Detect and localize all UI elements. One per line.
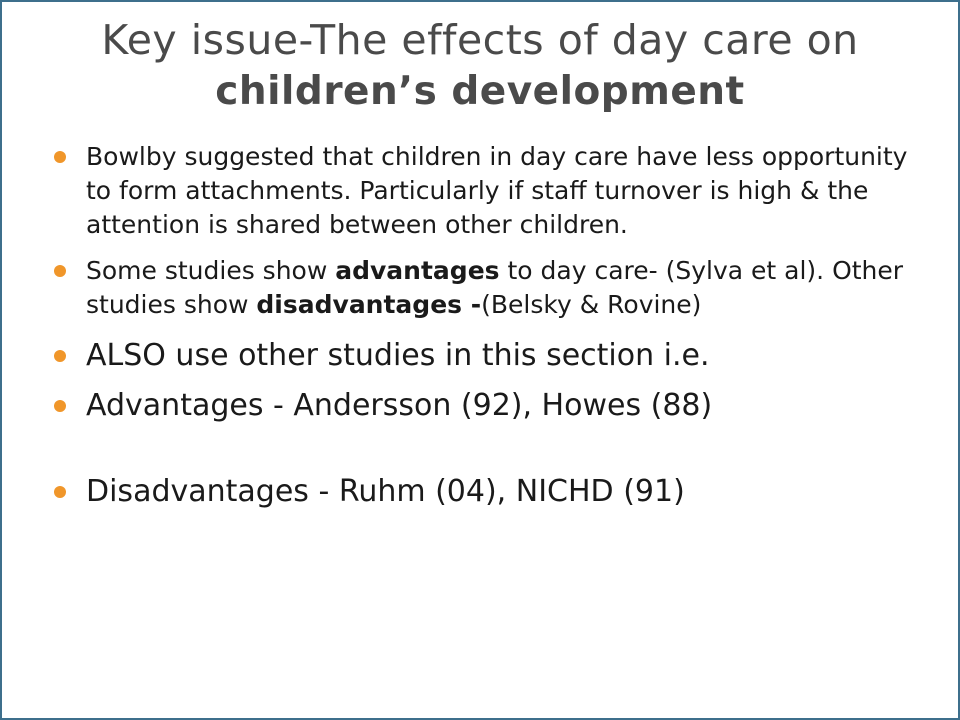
bullet-text-part: Some studies show [86, 256, 336, 285]
bullet-dot-icon [54, 486, 66, 498]
bullet-item-disadvantages [54, 472, 914, 512]
bullet-list [54, 140, 914, 512]
bullet-text: Disadvantages - Ruhm (04), NICHD (91) [86, 474, 685, 509]
bullet-text-bold-advantages: advantages [335, 256, 500, 285]
bullet-text: ALSO use other studies in this section i.e. [86, 338, 710, 373]
bullet-dot-icon [54, 265, 66, 277]
bullet-dot-icon [54, 151, 66, 163]
bullet-item-studies [54, 254, 914, 322]
title-line-2: children’s development [215, 69, 745, 114]
bullet-dot-icon [54, 400, 66, 412]
bullet-dot-icon [54, 350, 66, 362]
bullet-text-part: to day care- (Sylva et al). Other studies show [86, 256, 904, 319]
slide-title [2, 14, 958, 118]
bullet-item-bowlby [54, 140, 914, 242]
bullet-item-also [54, 336, 914, 376]
bullet-item-advantages [54, 386, 914, 426]
bullet-text-bold-disadvantages: disadvantages - [256, 290, 482, 319]
bullet-text: Bowlby suggested that children in day care have less opportunity to form attachments. Particularly if staff turnover is high & the attention is shared between other children. [86, 142, 908, 239]
title-line-1: Key issue-The effects of day care on [101, 16, 859, 64]
bullet-text: Advantages - Andersson (92), Howes (88) [86, 388, 713, 423]
bullet-text-part: (Belsky & Rovine) [481, 290, 702, 319]
